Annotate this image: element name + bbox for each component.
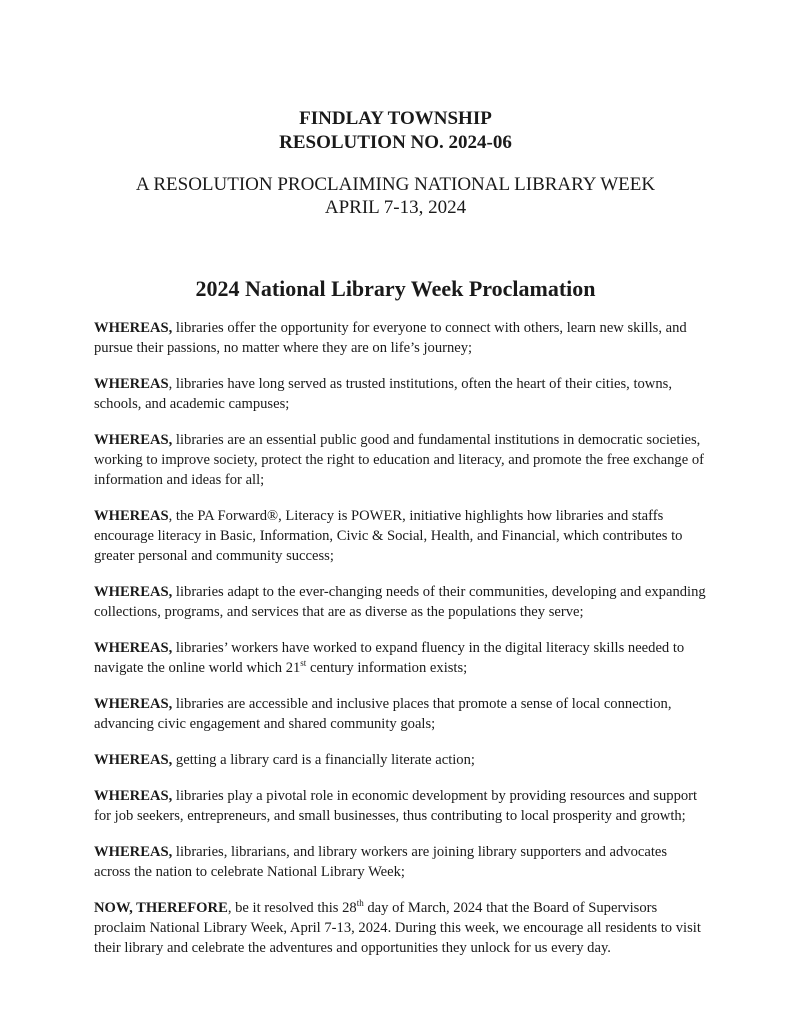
clause-keyword: WHEREAS,: [94, 752, 173, 768]
clause-text: getting a library card is a financially literate action;: [172, 752, 475, 768]
whereas-clause-3: [94, 430, 706, 490]
whereas-clause-10: [94, 842, 706, 882]
resolution-subtitle: A RESOLUTION PROCLAIMING NATIONAL LIBRARY WEEK: [135, 174, 656, 195]
clause-keyword: WHEREAS,: [94, 432, 173, 448]
clause-text: , libraries have long served as trusted institutions, often the heart of their cities, towns, schools, and academic campuses;: [94, 376, 672, 412]
clauses-body: [94, 318, 706, 974]
ordinal-suffix: st: [300, 658, 307, 669]
proclamation-title: 2024 National Library Week Proclamation: [195, 276, 596, 301]
clause-keyword: WHEREAS,: [94, 640, 173, 656]
clause-text: libraries play a pivotal role in economic development by providing resources and support for job seekers, entrepreneurs, and small businesses, thus contributing to local prosperity and growth;: [94, 788, 698, 824]
whereas-clause-8: [94, 750, 706, 770]
whereas-clause-1: [94, 318, 706, 358]
clause-text: libraries adapt to the ever-changing needs of their communities, developing and expanding collections, programs, and services that are as diverse as the populations they serve;: [94, 584, 706, 620]
clause-keyword: WHEREAS,: [94, 844, 173, 860]
clause-text: libraries, librarians, and library workers are joining library supporters and advocates across the nation to celebrate National Library Week;: [94, 844, 668, 880]
clause-text: , the PA Forward®, Literacy is POWER, initiative highlights how libraries and staffs encourage literacy in Basic, Information, Civic & Social, Health, and Financial, which contributes to greater personal and community success;: [94, 508, 683, 564]
resolution-dates: APRIL 7-13, 2024: [324, 197, 467, 218]
resolution-clause: [94, 898, 706, 958]
clause-keyword: WHEREAS: [94, 376, 169, 392]
clause-text: , be it resolved this 28: [227, 900, 357, 916]
clause-keyword: WHEREAS,: [94, 320, 173, 336]
clause-keyword: WHEREAS,: [94, 696, 173, 712]
ordinal-suffix: th: [356, 898, 364, 909]
clause-keyword: WHEREAS,: [94, 584, 173, 600]
clause-keyword: WHEREAS: [94, 508, 169, 524]
clause-text: day of March, 2024 that the Board of Supervisors proclaim National Library Week, April 7-13, 2024. During this week, we encourage all residents to visit their library and celebrate the adventures and opportunities they unlock for us every day.: [94, 900, 701, 956]
whereas-clause-6: [94, 638, 706, 678]
whereas-clause-4: [94, 506, 706, 566]
resolution-number: RESOLUTION NO. 2024-06: [279, 132, 512, 153]
clause-keyword: WHEREAS,: [94, 788, 173, 804]
whereas-clause-5: [94, 582, 706, 622]
clause-text: libraries are accessible and inclusive places that promote a sense of local connection, advancing civic engagement and shared community goals;: [94, 696, 672, 732]
whereas-clause-9: [94, 786, 706, 826]
clause-text: libraries offer the opportunity for everyone to connect with others, learn new skills, and pursue their passions, no matter where they are on life’s journey;: [94, 320, 687, 356]
whereas-clause-7: [94, 694, 706, 734]
clause-keyword: NOW, THEREFORE: [94, 900, 228, 916]
clause-text: century information exists;: [306, 660, 468, 676]
clause-text: libraries’ workers have worked to expand fluency in the digital literacy skills needed to navigate the online world which 21: [94, 640, 685, 676]
whereas-clause-2: [94, 374, 706, 414]
township-heading: FINDLAY TOWNSHIP: [299, 108, 492, 129]
clause-text: libraries are an essential public good and fundamental institutions in democratic societies, working to improve society, protect the right to education and literacy, and promote the free exchange of information and ideas for all;: [94, 432, 705, 488]
